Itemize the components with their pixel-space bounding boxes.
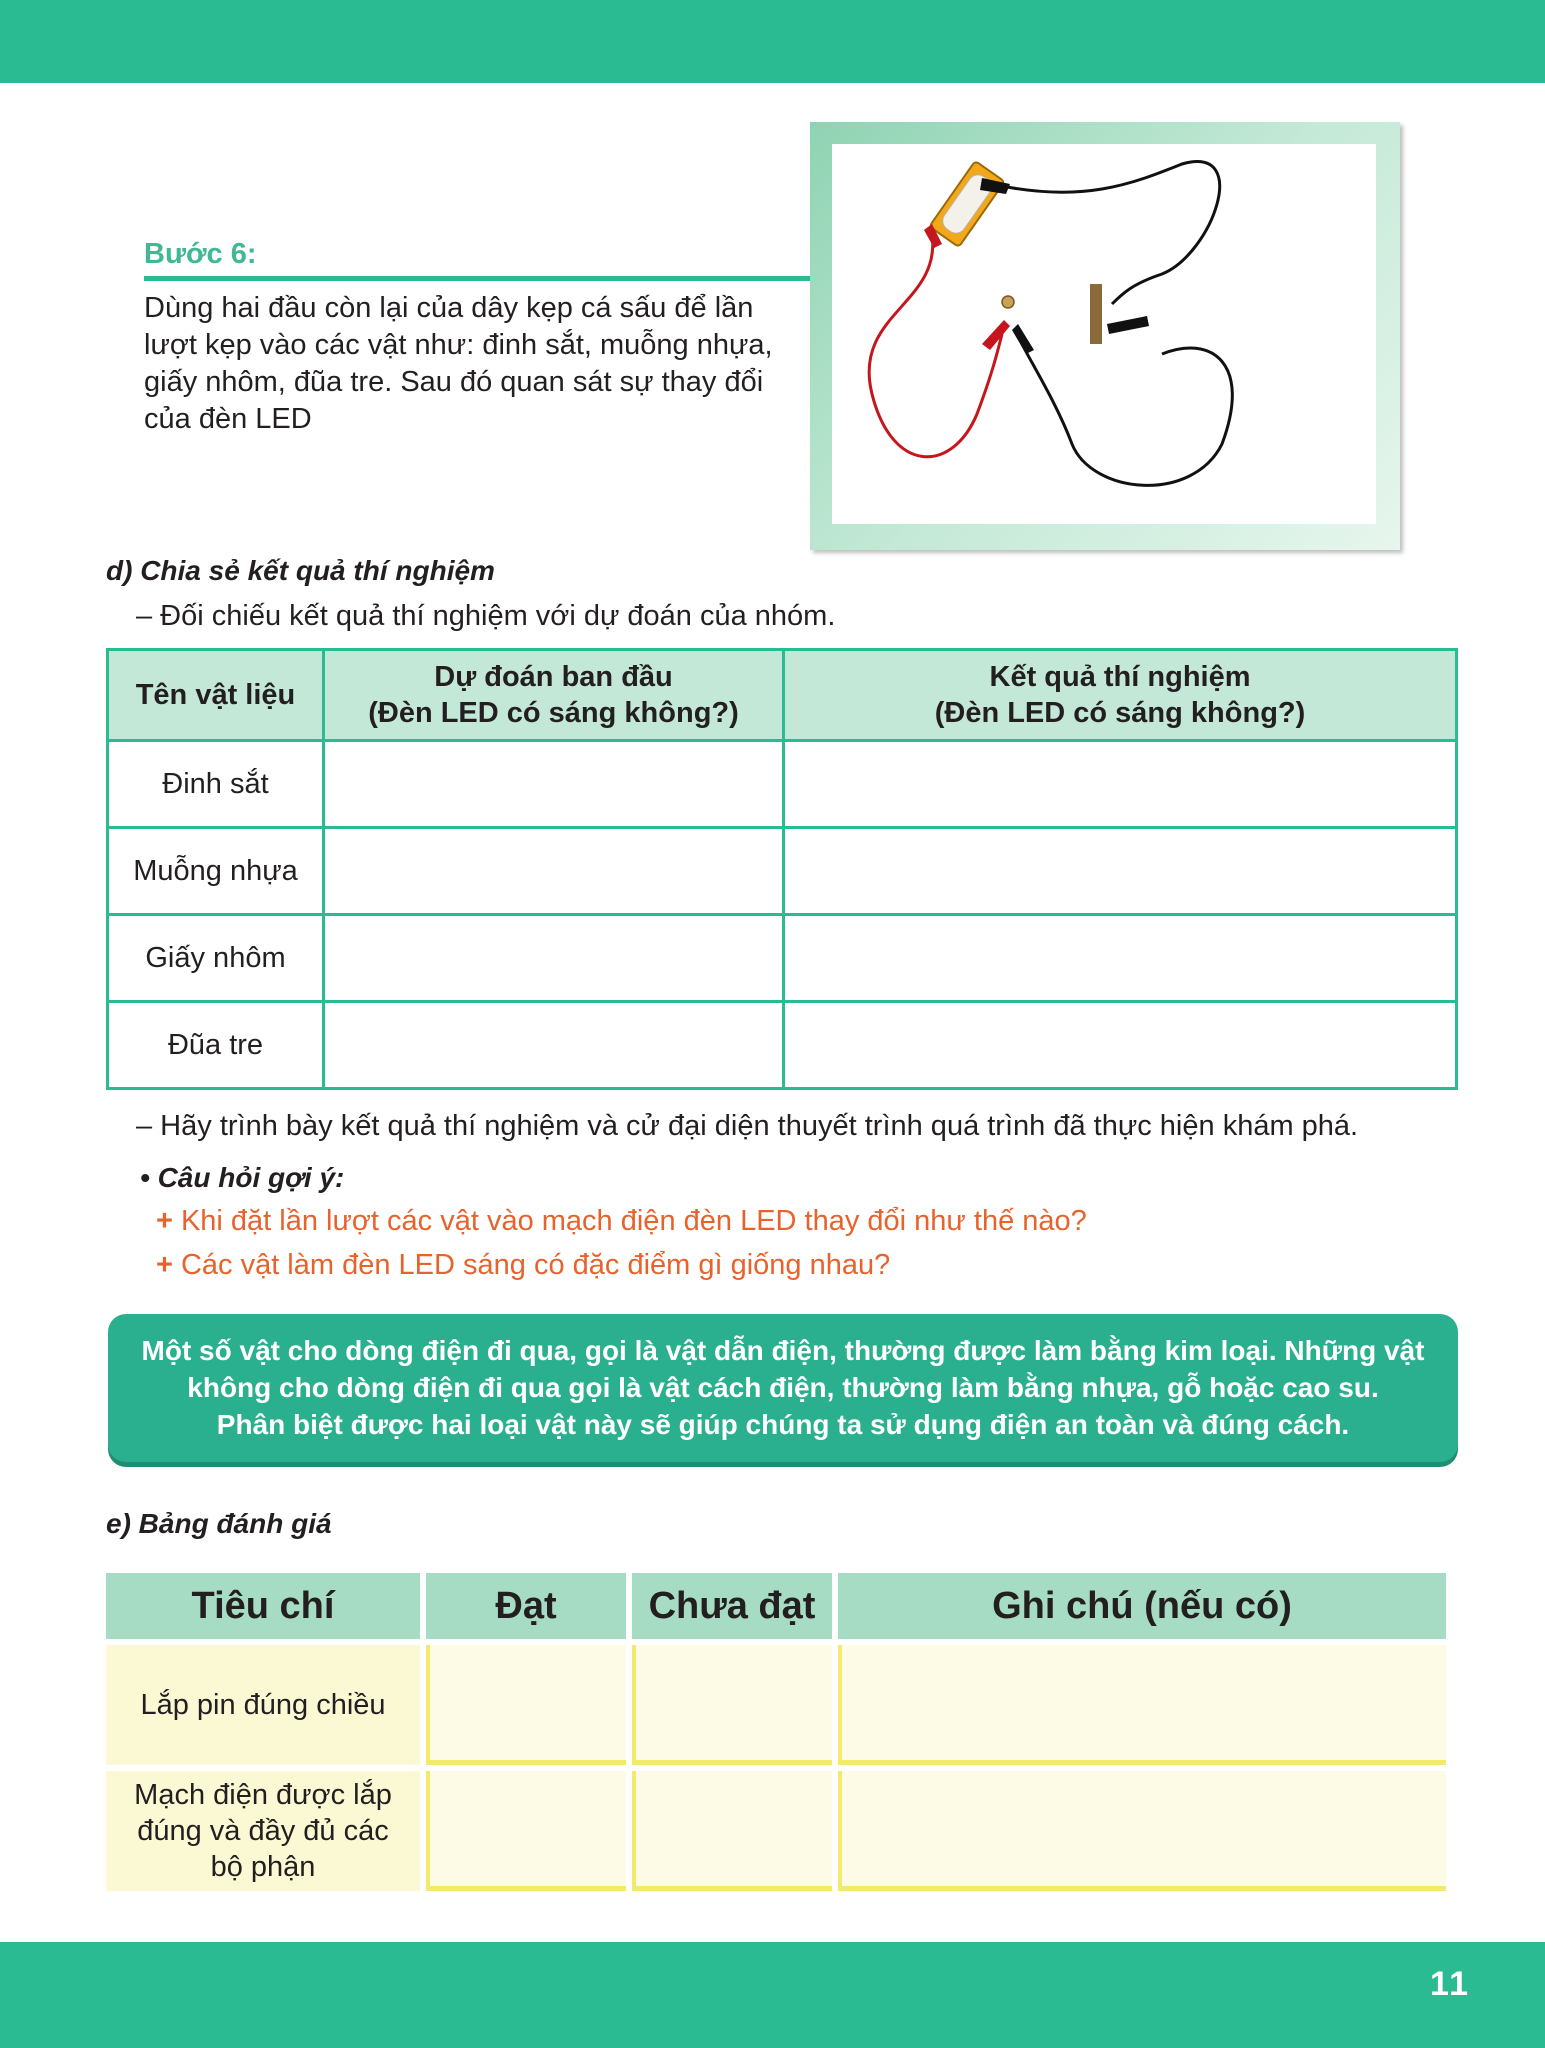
pass-cell[interactable] [426, 1645, 626, 1765]
section-e-title: e) Bảng đánh giá [106, 1508, 332, 1539]
header-criteria: Tiêu chí [106, 1573, 420, 1639]
present-instruction: – Hãy trình bày kết quả thí nghiệm và cử đại diện thuyết trình quá trình đã thực hiện khám phá. [136, 1110, 1359, 1142]
table-row [108, 741, 1457, 828]
header-notes: Ghi chú (nếu có) [838, 1573, 1446, 1639]
not-pass-cell[interactable] [632, 1645, 832, 1765]
circuit-photo-frame [810, 122, 1400, 550]
bottom-band [0, 1942, 1545, 2048]
pass-cell[interactable] [426, 1771, 626, 1891]
material-cell: Giấy nhôm [108, 915, 324, 1002]
circuit-photo [832, 144, 1376, 524]
compare-instruction: – Đối chiếu kết quả thí nghiệm với dự đoán của nhóm. [136, 600, 836, 632]
result-cell[interactable] [784, 1002, 1457, 1089]
material-cell: Đũa tre [108, 1002, 324, 1089]
note-line: Phân biệt được hai loại vật này sẽ giúp chúng ta sử dụng điện an toàn và đúng cách. [216, 1409, 1350, 1440]
top-band [0, 0, 1545, 83]
prediction-cell[interactable] [324, 915, 784, 1002]
header-material: Tên vật liệu [108, 650, 324, 741]
step-title: Bước 6: [144, 238, 257, 270]
header-prediction: Dự đoán ban đầu (Đèn LED có sáng không?) [324, 650, 784, 741]
not-pass-cell[interactable] [632, 1771, 832, 1891]
circuit-illustration [832, 144, 1376, 524]
hint-item: + Khi đặt lần lượt các vật vào mạch điện đèn LED thay đổi như thế nào? [156, 1205, 1087, 1237]
step-divider [144, 276, 810, 281]
criteria-cell: Lắp pin đúng chiều [106, 1645, 420, 1765]
page-number: 11 [1430, 1965, 1470, 2003]
evaluation-table [100, 1567, 1452, 1897]
prediction-cell[interactable] [324, 1002, 784, 1089]
step-instructions: Dùng hai đầu còn lại của dây kẹp cá sấu để lần lượt kẹp vào các vật như: đinh sắt, muỗng nhựa, giấy nhôm, đũa tre. Sau đó quan sát sự thay đổi của đèn LED [144, 292, 773, 435]
header-pass: Đạt [426, 1573, 626, 1639]
hint-title: • Câu hỏi gợi ý: [140, 1162, 345, 1193]
table-row [108, 828, 1457, 915]
notes-cell[interactable] [838, 1771, 1446, 1891]
criteria-cell: Mạch điện được lắp đúng và đầy đủ các bộ phận [106, 1771, 420, 1891]
summary-note [108, 1314, 1458, 1462]
results-header-row [108, 650, 1457, 741]
plus-icon: + [156, 1205, 173, 1237]
note-line: không cho dòng điện đi qua gọi là vật cách điện, thường làm bằng nhựa, gỗ hoặc cao su. [187, 1372, 1379, 1403]
prediction-cell[interactable] [324, 828, 784, 915]
header-result: Kết quả thí nghiệm (Đèn LED có sáng không?) [784, 650, 1457, 741]
table-row [106, 1771, 1446, 1891]
prediction-cell[interactable] [324, 741, 784, 828]
result-cell[interactable] [784, 828, 1457, 915]
notes-cell[interactable] [838, 1645, 1446, 1765]
plus-icon: + [156, 1249, 173, 1281]
results-table [106, 648, 1458, 1090]
hint-item: + Các vật làm đèn LED sáng có đặc điểm gì giống nhau? [156, 1249, 891, 1281]
material-cell: Đinh sắt [108, 741, 324, 828]
table-row [108, 915, 1457, 1002]
note-line: Một số vật cho dòng điện đi qua, gọi là vật dẫn điện, thường được làm bằng kim loại. Những vật [141, 1335, 1425, 1366]
header-not-pass: Chưa đạt [632, 1573, 832, 1639]
section-d-title: d) Chia sẻ kết quả thí nghiệm [106, 555, 495, 586]
table-row [106, 1645, 1446, 1765]
table-row [108, 1002, 1457, 1089]
result-cell[interactable] [784, 741, 1457, 828]
material-cell: Muỗng nhựa [108, 828, 324, 915]
evaluation-header-row [106, 1573, 1446, 1639]
result-cell[interactable] [784, 915, 1457, 1002]
